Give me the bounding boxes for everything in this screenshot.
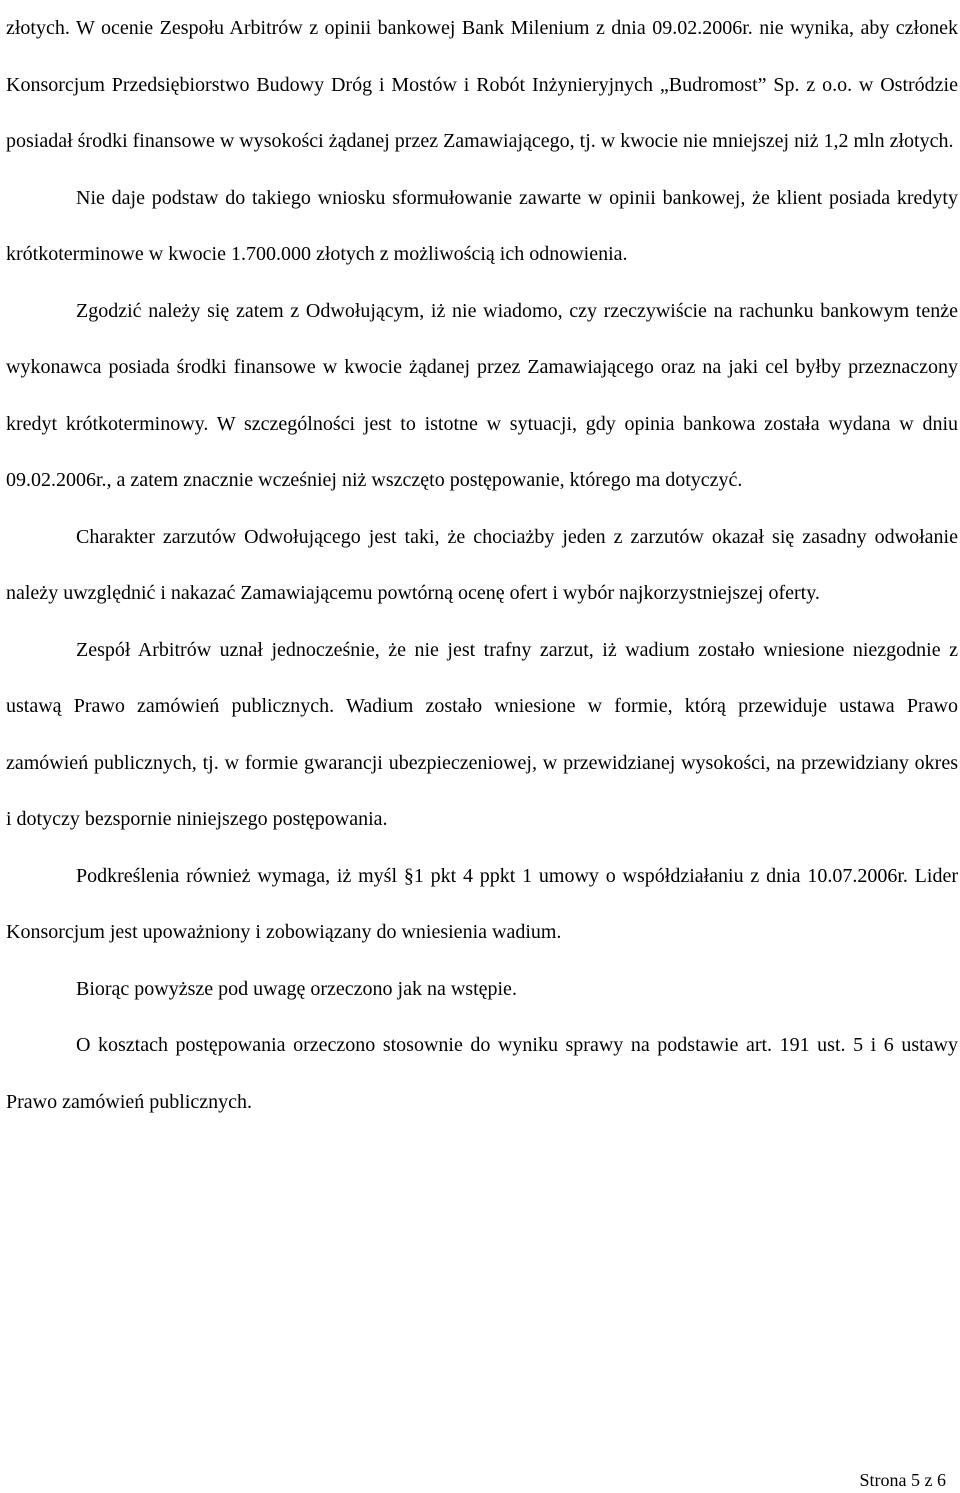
- document-body: [6, 0, 958, 1130]
- page-number-footer: Strona 5 z 6: [859, 1470, 946, 1490]
- paragraph: Zespół Arbitrów uznał jednocześnie, że nie jest trafny zarzut, iż wadium zostało wniesione niezgodnie z ustawą Prawo zamówień publicznych. Wadium zostało wniesione w formie, którą przewiduje ustawa Prawo zamówień publicznych, tj. w formie gwarancji ubezpieczeniowej, w przewidzianej wysokości, na przewidziany okres i dotyczy bezspornie niniejszego postępowania.: [6, 638, 958, 830]
- paragraph: Nie daje podstaw do takiego wniosku sformułowanie zawarte w opinii bankowej, że klient posiada kredyty krótkoterminowe w kwocie 1.700.000 złotych z możliwością ich odnowienia.: [6, 186, 958, 265]
- paragraph: Zgodzić należy się zatem z Odwołującym, iż nie wiadomo, czy rzeczywiście na rachunku bankowym tenże wykonawca posiada środki finansowe w kwocie żądanej przez Zamawiającego oraz na jaki cel byłby przeznaczony kredyt krótkoterminowy. W szczególności jest to istotne w sytuacji, gdy opinia bankowa została wydana w dniu 09.02.2006r., a zatem znacznie wcześniej niż wszczęto postępowanie, którego ma dotyczyć.: [6, 299, 958, 491]
- paragraph: Biorąc powyższe pod uwagę orzeczono jak na wstępie.: [76, 977, 517, 1000]
- paragraph: O kosztach postępowania orzeczono stosownie do wyniku sprawy na podstawie art. 191 ust. 5 i 6 ustawy Prawo zamówień publicznych.: [6, 1034, 958, 1113]
- paragraph: Charakter zarzutów Odwołującego jest taki, że chociażby jeden z zarzutów okazał się zasadny odwołanie należy uwzględnić i nakazać Zamawiającemu powtórną ocenę ofert i wybór najkorzystniejszej oferty.: [6, 525, 958, 604]
- paragraph: Podkreślenia również wymaga, iż myśl §1 pkt 4 ppkt 1 umowy o współdziałaniu z dnia 10.07.2006r. Lider Konsorcjum jest upoważniony i zobowiązany do wniesienia wadium.: [6, 864, 958, 943]
- paragraph: złotych. W ocenie Zespołu Arbitrów z opinii bankowej Bank Milenium z dnia 09.02.2006r. nie wynika, aby członek Konsorcjum Przedsiębiorstwo Budowy Dróg i Mostów i Robót Inżynieryjnych „Budromost” Sp. z o.o. w Ostródzie posiadał środki finansowe w wysokości żądanej przez Zamawiającego, tj. w kwocie nie mniejszej niż 1,2 mln złotych.: [6, 17, 958, 152]
